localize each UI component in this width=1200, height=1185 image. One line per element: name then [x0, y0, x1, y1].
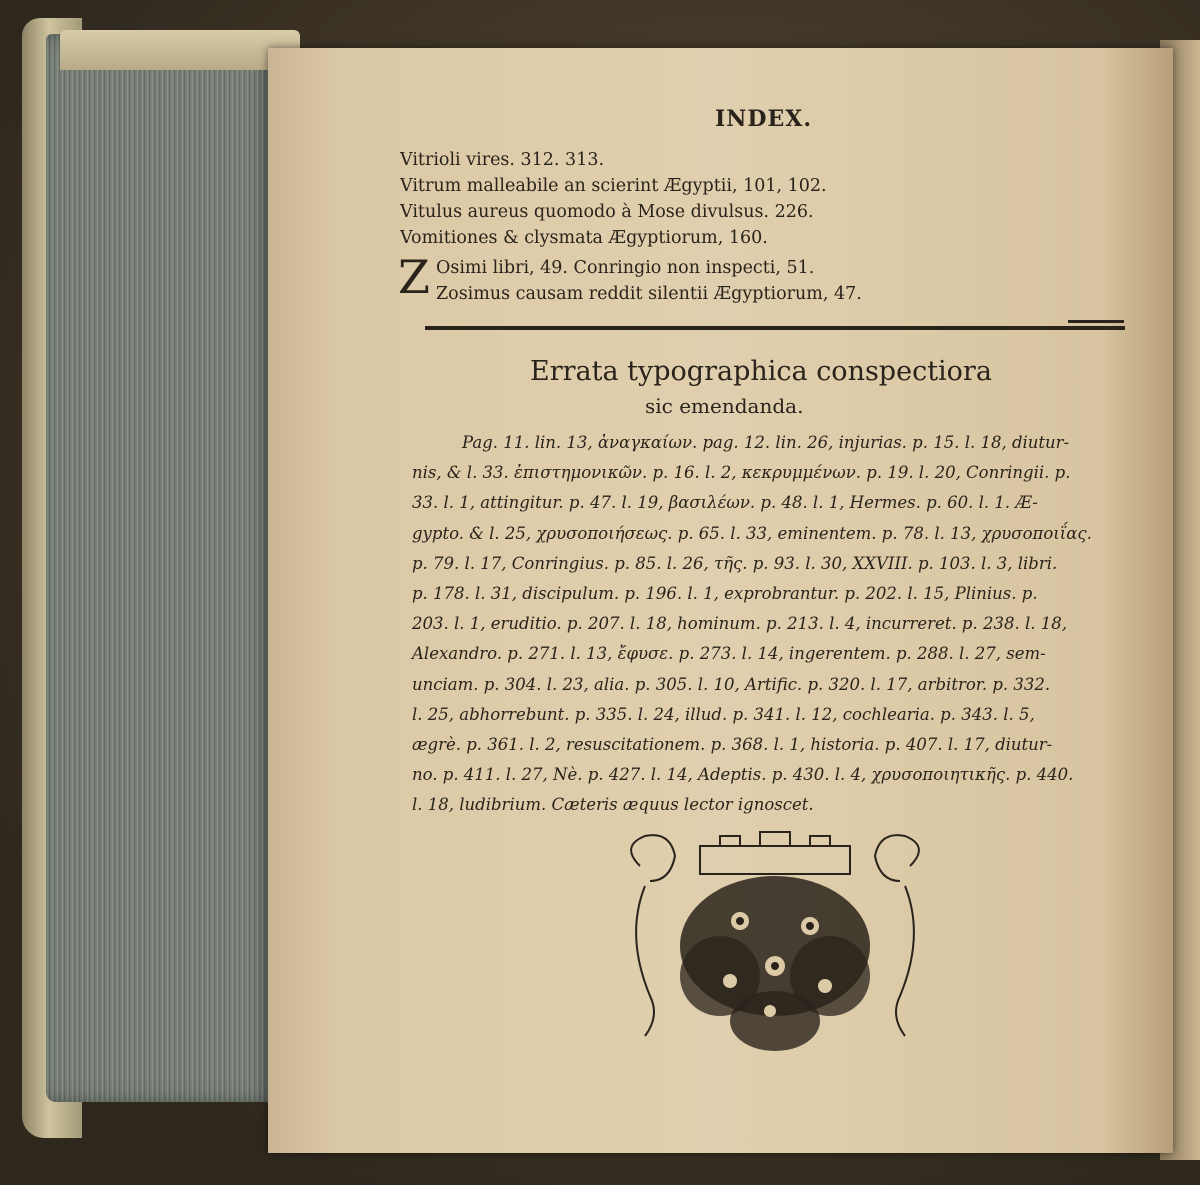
errata-subtitle: sic emendanda.: [645, 394, 804, 418]
errata-line: p. 178. l. 31, discipulum. p. 196. l. 1, exprobrantur. p. 202. l. 15, Plinius. p.: [412, 584, 1038, 604]
errata-line: ægrè. p. 361. l. 2, resuscitationem. p. 368. l. 1, historia. p. 407. l. 17, diutur-: [412, 735, 1053, 755]
page-header: INDEX.: [715, 106, 812, 132]
index-entry: Vomitiones & clysmata Ægyptiorum, 160.: [400, 228, 768, 248]
index-entry: Vitulus aureus quomodo à Mose divulsus. 226.: [400, 202, 814, 222]
index-entry: Zosimus causam reddit silentii Ægyptiorum, 47.: [436, 284, 862, 304]
errata-line: p. 79. l. 17, Conringius. p. 85. l. 26, τῆς. p. 93. l. 30, XXVIII. p. 103. l. 3, libri.: [412, 553, 1058, 573]
divider-rule: [425, 326, 1125, 330]
index-entry: Vitrioli vires. 312. 313.: [400, 150, 605, 170]
errata-line: no. p. 411. l. 27, Nè. p. 427. l. 14, Adeptis. p. 430. l. 4, χρυσοποιητικῆς. p. 440.: [412, 765, 1074, 785]
errata-line: l. 25, abhorrebunt. p. 335. l. 24, illud. p. 341. l. 12, cochlearia. p. 343. l. 5,: [412, 704, 1035, 724]
errata-title: Errata typographica conspectiora: [530, 356, 992, 387]
errata-line: nis, & l. 33. ἐπιστημονικῶν. p. 16. l. 2, κεκρυμμένων. p. 19. l. 20, Conringii. p.: [412, 463, 1071, 483]
index-entry: Vitrum malleabile an scierint Ægyptii, 101, 102.: [400, 176, 827, 196]
errata-line: 203. l. 1, eruditio. p. 207. l. 18, hominum. p. 213. l. 4, incurreret. p. 238. l. 18,: [412, 614, 1067, 634]
page-edges: [46, 34, 276, 1102]
errata-line: gypto. & l. 25, χρυσοποιήσεως. p. 65. l. 33, eminentem. p. 78. l. 13, χρυσοποιΐας.: [412, 523, 1092, 543]
page-edges-top: [60, 30, 300, 70]
divider-rule-fragment: [1068, 320, 1124, 323]
errata-line: l. 18, ludibrium. Cæteris æquus lector ignoscet.: [412, 795, 814, 815]
index-entry: Osimi libri, 49. Conringio non inspecti, 51.: [436, 258, 815, 278]
errata-line: Pag. 11. lin. 13, ἀναγκαίων. pag. 12. lin. 26, injurias. p. 15. l. 18, diutur-: [462, 433, 1070, 452]
errata-line: Alexandro. p. 271. l. 13, ἔφυσε. p. 273. l. 14, ingerentem. p. 288. l. 27, sem-: [412, 644, 1046, 664]
drop-initial-z: Z: [398, 250, 430, 304]
errata-line: unciam. p. 304. l. 23, alia. p. 305. l. 10, Artific. p. 320. l. 17, arbitror. p. 332.: [412, 674, 1051, 694]
errata-line: 33. l. 1, attingitur. p. 47. l. 19, βασιλέων. p. 48. l. 1, Hermes. p. 60. l. 1. Æ-: [412, 493, 1038, 513]
errata-list: [412, 428, 1132, 821]
woodcut-ornament: [610, 826, 940, 1056]
